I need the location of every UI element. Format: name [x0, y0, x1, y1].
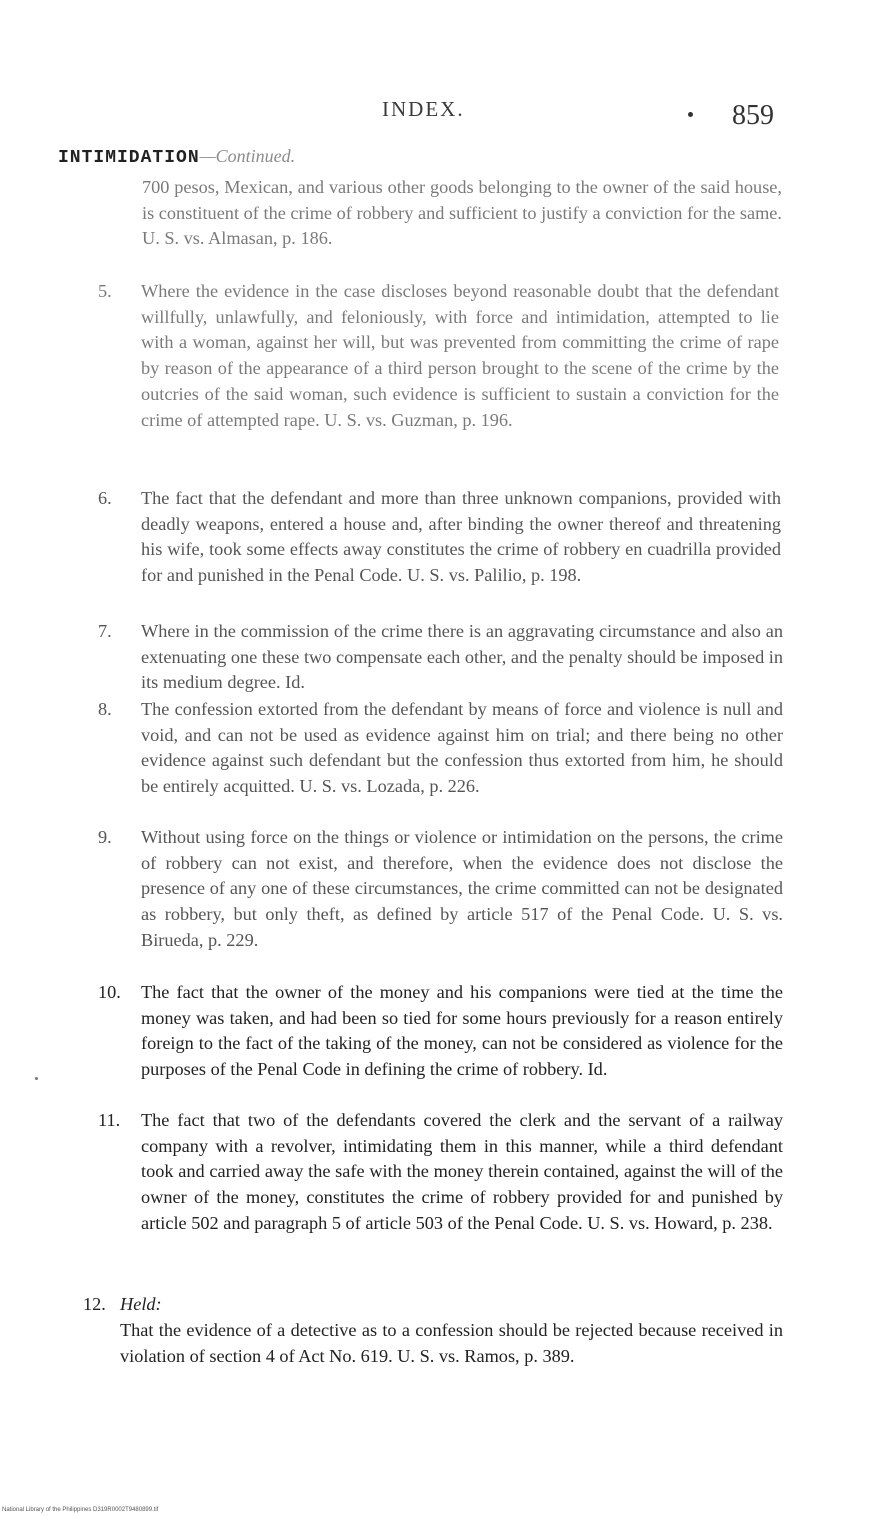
scan-footer-note: National Library of the Philippines D319R0002T9480899.tif	[2, 1507, 159, 1513]
running-header: INDEX.	[382, 97, 465, 121]
entry-9	[98, 825, 783, 954]
entry-text: Where in the commission of the crime there is an aggravating circumstance and also an extenuating one these two compensate each other, and the penalty should be imposed in its medium degree. Id.	[141, 621, 783, 693]
entry-12	[83, 1292, 420, 1318]
entry-number: 5.	[98, 281, 112, 301]
heading-term: INTIMIDATION	[58, 148, 200, 168]
page-number: 859	[732, 100, 774, 131]
entry-11	[98, 1108, 783, 1237]
entry-number: 11.	[98, 1110, 121, 1130]
entry-number: 7.	[98, 621, 112, 641]
entry-text: Held:	[120, 1294, 162, 1314]
entry-number: 6.	[98, 488, 112, 508]
entry-text: Where the evidence in the case discloses beyond reasonable doubt that the defendant willfully, unlawfully, and feloniously, with force and intimidation, attempted to lie with a woman, against her will, but was prevented from committing the crime of rape by reason of the appearance of a third person brought to the scene of the crime by the outcries of the said woman, such evidence is sufficient to sustain a conviction for the crime of attempted rape. U. S. vs. Guzman, p. 196.	[141, 281, 779, 430]
entry-8	[98, 697, 783, 800]
entry-text: The confession extorted from the defendant by means of force and violence is null and void, and can not be used as evidence against him on trial; and there being no other evidence against such defendant but the confession thus extorted from him, he should be entirely acquitted. U. S. vs. Lozada, p. 226.	[141, 699, 783, 797]
entry-text: The fact that two of the defendants covered the clerk and the servant of a railway company with a revolver, intimidating them in this manner, while a third defendant took and carried away the safe with the money therein contained, against the will of the owner of the money, constitutes the crime of robbery provided for and punished by article 502 and paragraph 5 of article 503 of the Penal Code. U. S. vs. Howard, p. 238.	[141, 1110, 783, 1233]
heading-continued: —Continued.	[199, 146, 296, 166]
entry-12-body	[120, 1318, 783, 1369]
entry-text: The fact that the owner of the money and his companions were tied at the time the money was taken, and had been so tied for some hours previously for a reason entirely foreign to the fact of the taking of the money, can not be considered as violence for the purposes of the Penal Code in defining the crime of robbery. Id.	[141, 982, 783, 1080]
entry-6	[98, 486, 781, 589]
scan-speck	[35, 1077, 38, 1080]
entry-number: 12.	[83, 1294, 106, 1314]
entry-text: That the evidence of a detective as to a confession should be rejected because received in violation of section 4 of Act No. 619. U. S. vs. Ramos, p. 389.	[120, 1320, 783, 1366]
header-dot-mark	[688, 112, 693, 117]
entry-continuation	[142, 175, 782, 252]
entry-5	[98, 279, 779, 433]
entry-10	[98, 980, 783, 1083]
entry-7	[98, 619, 783, 696]
index-heading	[58, 146, 295, 168]
entry-text: The fact that the defendant and more than three unknown companions, provided with deadly weapons, entered a house and, after binding the owner thereof and threatening his wife, took some effects away constitutes the crime of robbery en cuadrilla provided for and punished in the Penal Code. U. S. vs. Palilio, p. 198.	[141, 488, 781, 586]
entry-number: 8.	[98, 699, 112, 719]
entry-number: 10.	[98, 982, 121, 1002]
entry-text: Without using force on the things or violence or intimidation on the persons, the crime of robbery can not exist, and therefore, when the evidence does not disclose the presence of any one of these circumstances, the crime committed can not be designated as robbery, but only theft, as defined by article 517 of the Penal Code. U. S. vs. Birueda, p. 229.	[141, 827, 783, 950]
entry-text: 700 pesos, Mexican, and various other goods belonging to the owner of the said house, is constituent of the crime of robbery and sufficient to justify a conviction for the same. U. S. vs. Almasan, p. 186.	[142, 177, 782, 249]
entry-number: 9.	[98, 827, 112, 847]
